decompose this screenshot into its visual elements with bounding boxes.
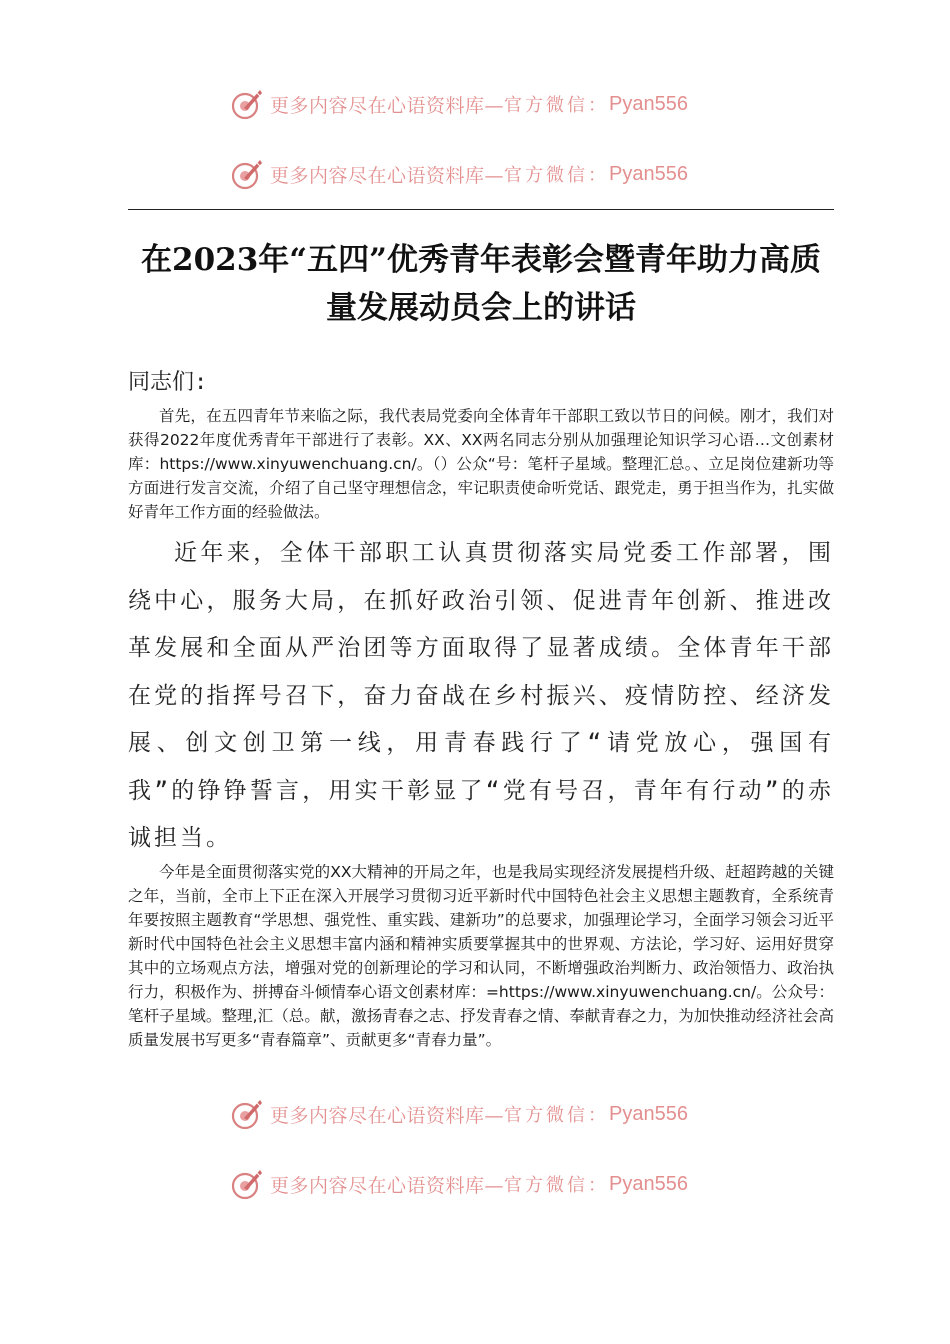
feather-pen-logo-icon [230, 1167, 264, 1201]
watermark-wechat-label: 官方微信： [504, 165, 610, 186]
feather-pen-logo-icon [230, 157, 264, 191]
watermark-wechat-label: 官方微信： [504, 1175, 610, 1196]
watermark-text: 更多内容尽在心语资料库— [270, 1104, 505, 1127]
watermark-banner [230, 1094, 688, 1134]
watermark-wechat-id: Pyan556 [609, 1102, 688, 1125]
watermark-banner [230, 84, 688, 124]
watermark-text: 更多内容尽在心语资料库— [270, 94, 505, 117]
feather-pen-logo-icon [230, 87, 264, 121]
watermark-text: 更多内容尽在心语资料库— [270, 164, 505, 187]
watermark-wechat-id: Pyan556 [609, 92, 688, 115]
watermark-wechat-label: 官方微信： [504, 1105, 610, 1126]
watermark-wechat-id: Pyan556 [609, 1172, 688, 1195]
paragraph-3: 今年是全面贯彻落实党的XX大精神的开局之年，也是我局实现经济发展提档升级、赶超跨越的关键之年，当前，全市上下正在深入开展学习贯彻习近平新时代中国特色社会主义思想主题教育，全系统青年要按照主题教育“学思想、强党性、重实践、建新功”的总要求，加强理论学习，全面学习领会习近平新时代中国特色社会主义思想丰富内涵和精神实质要掌握其中的世界观、方法论，学习好、运用好贯穿其中的立场观点方法，增强对党的创新理论的学习和认同，不断增强政治判断力、政治领悟力、政治执行力，积极作为、拼搏奋斗倾情奉心语文创素材库：=https://www.xinyuwenchuang.cn/。公众号：笔杆子星域。整理,汇（总。献，激扬青春之志、抒发青春之情、奉献青春之力，为加快推动经济社会高质量发展书写更多“青春篇章”、贡献更多“青春力量”。 [128, 863, 834, 1049]
paragraph-1: 首先，在五四青年节来临之际，我代表局党委向全体青年干部职工致以节日的问候。刚才，我们对获得2022年度优秀青年干部进行了表彰。XX、XX两名同志分别从加强理论知识学习心语…文创素材库：https://www.xinyuwenchuang.cn/。（）公众“号：笔杆子星域。整理汇总。、立足岗位建新功等方面进行发言交流，介绍了自己坚守理想信念，牢记职责使命听党话、跟党走，勇于担当作为，扎实做好青年工作方面的经验做法。 [128, 407, 834, 521]
watermark-wechat-label: 官方微信： [504, 95, 610, 116]
feather-pen-logo-icon [230, 1097, 264, 1131]
header-divider [128, 209, 834, 210]
watermark-banner [230, 154, 688, 194]
watermark-wechat-id: Pyan556 [609, 162, 688, 185]
paragraph-2: 近年来，全体干部职工认真贯彻落实局党委工作部署，围绕中心，服务大局，在抓好政治引领、促进青年创新、推进改革发展和全面从严治团等方面取得了显著成绩。全体青年干部在党的指挥号召下，奋力奋战在乡村振兴、疫情防控、经济发展、创文创卫第一线，用青春践行了“请党放心，强国有我”的铮铮誓言，用实干彰显了“党有号召，青年有行动”的赤诚担当。 [128, 540, 834, 851]
document-title: 在2023年“五四”优秀青年表彰会暨青年助力高质量发展动员会上的讲话 [141, 242, 821, 326]
watermark-banner [230, 1164, 688, 1204]
watermark-text: 更多内容尽在心语资料库— [270, 1174, 505, 1197]
salutation: 同志们: [128, 370, 208, 395]
